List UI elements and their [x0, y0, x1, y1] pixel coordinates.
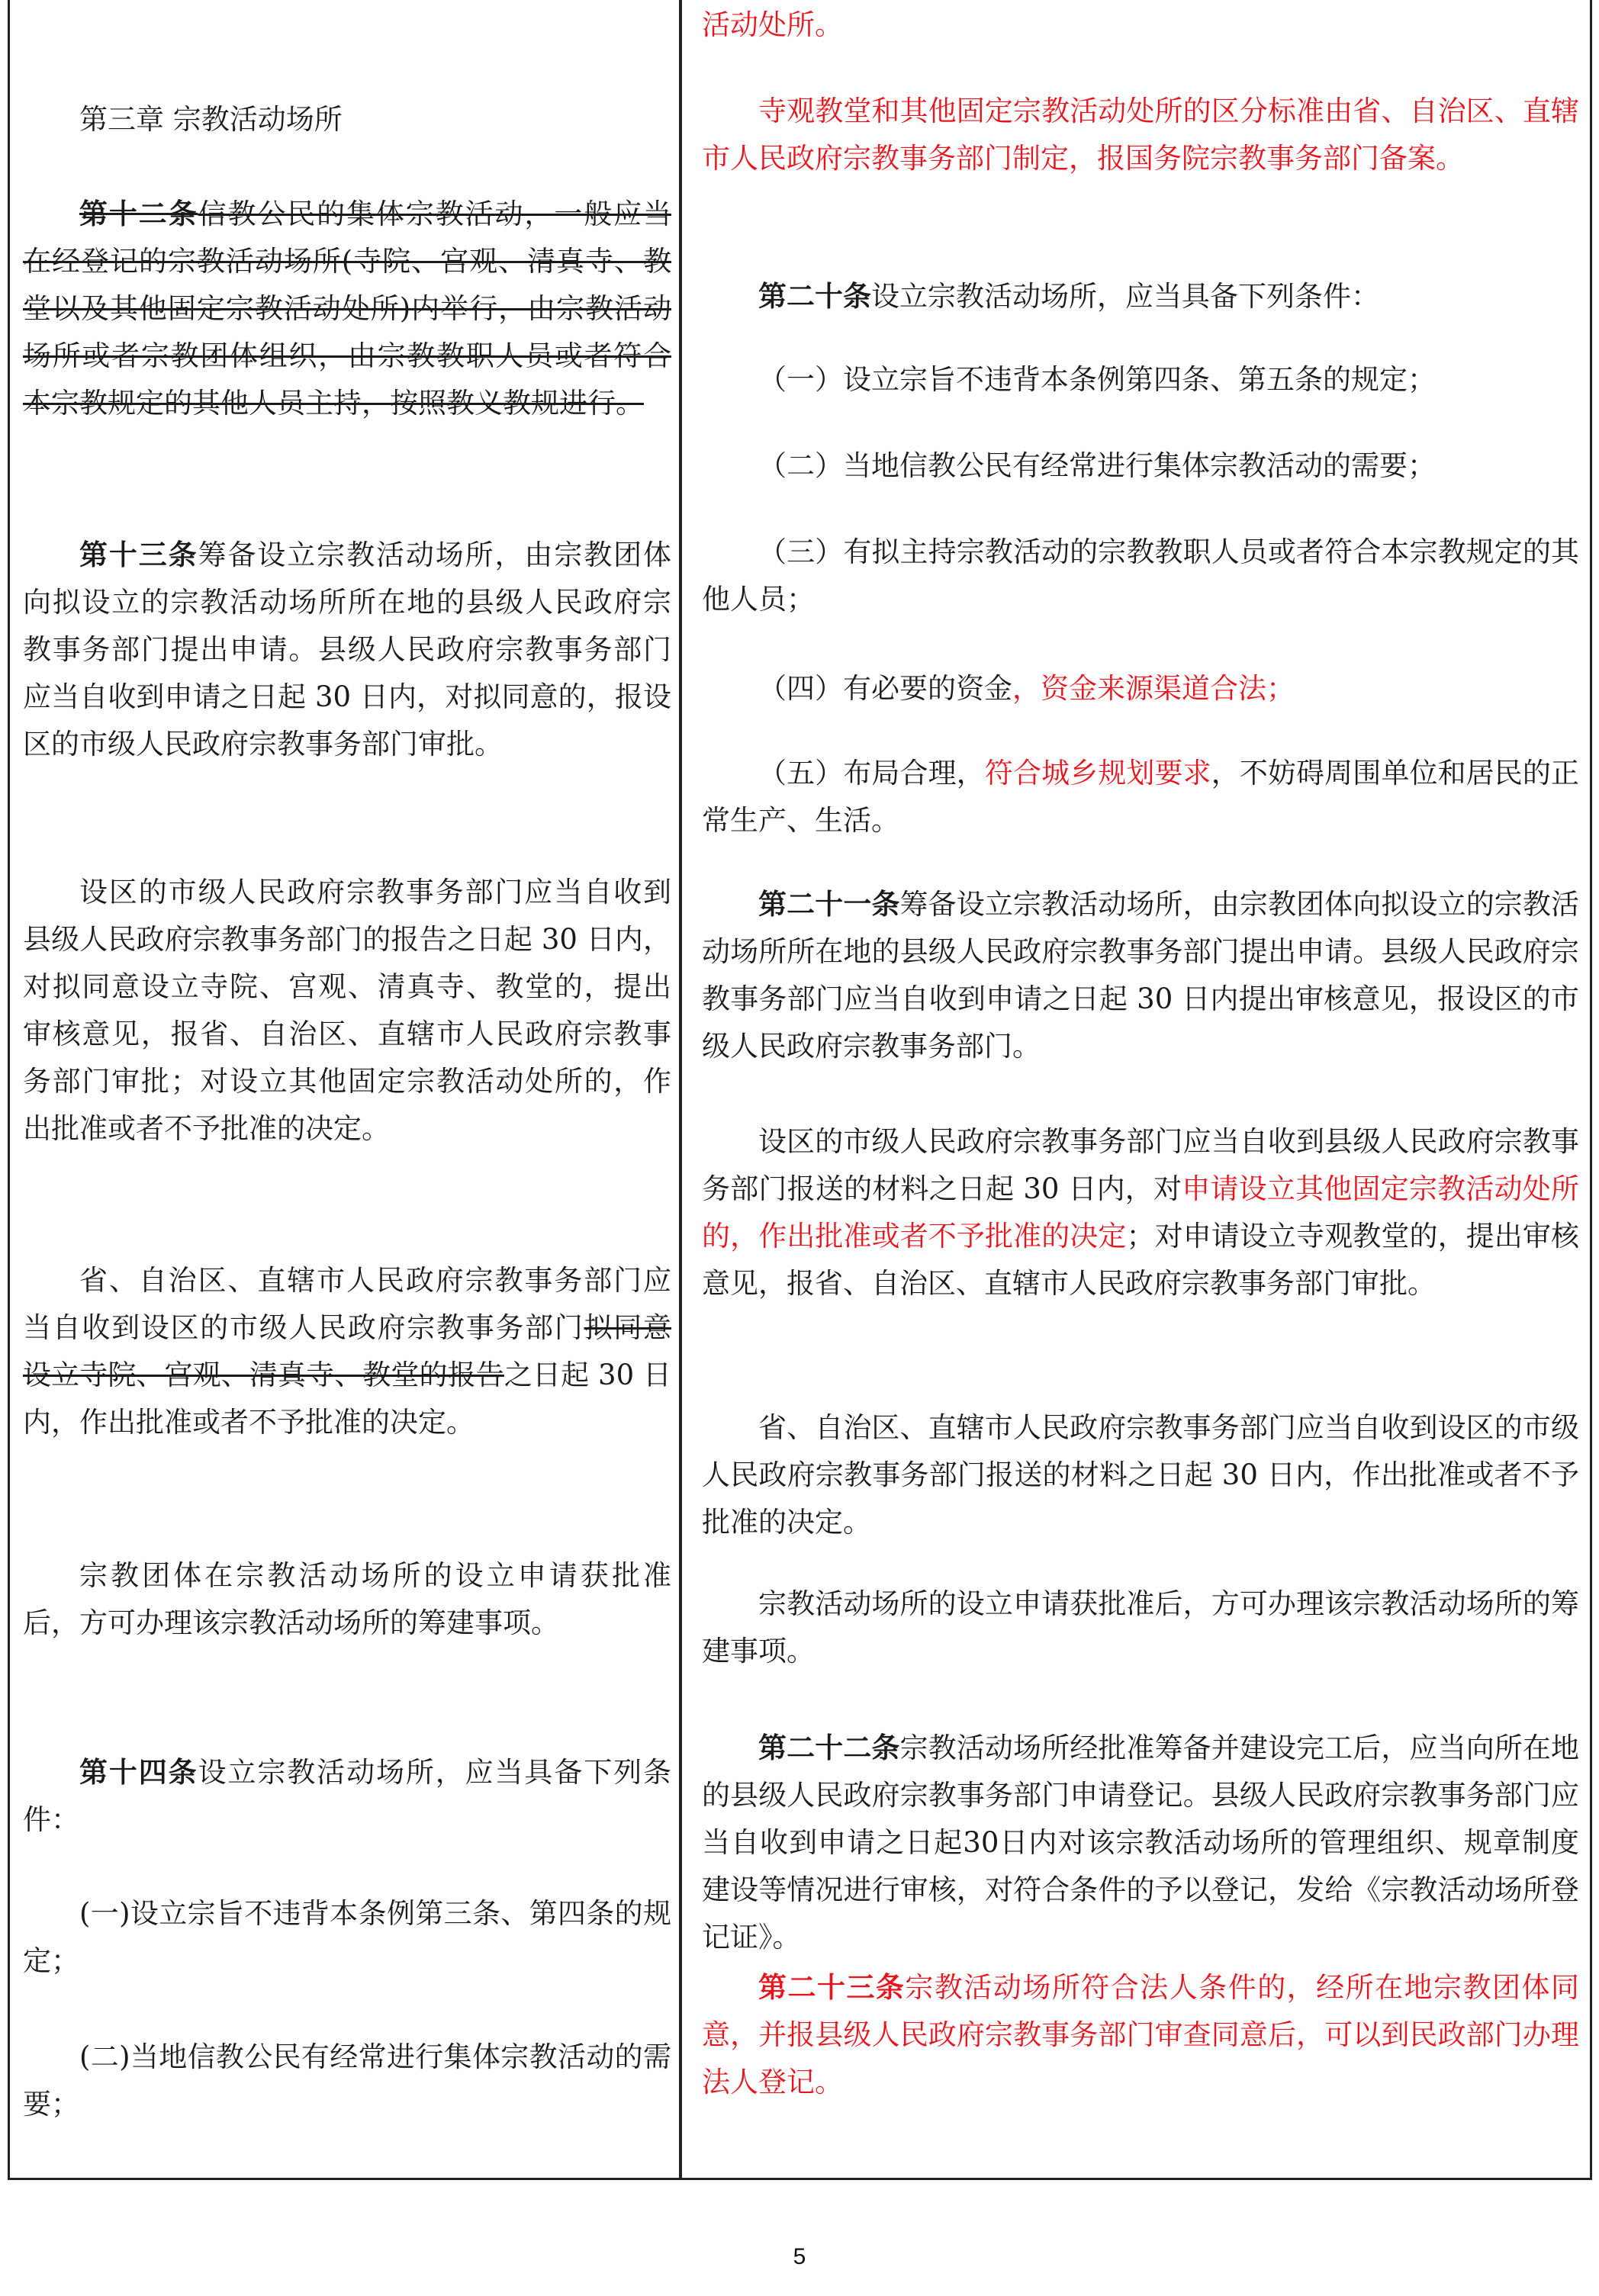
chapter-title: 第三章 宗教活动场所 [79, 103, 343, 136]
article-13-p3-deleted-text: 拟同意设立寺院、宫观、清真寺、教堂的报告 [23, 1311, 672, 1391]
article-21-p2-added: 申请设立其他固定宗教活动处所的，作出批准或者不予批准的决定 [702, 1172, 1580, 1253]
article-20-heading: 第二十条 [758, 279, 871, 313]
article-23 [702, 1963, 1579, 2106]
article-14 [23, 1748, 671, 1844]
article-21-heading: 第二十一条 [758, 887, 900, 921]
article-20-item-2: （二）当地信教公民有经常进行集体宗教活动的需要； [758, 449, 1436, 482]
article-21-paragraph-3: 省、自治区、直辖市人民政府宗教事务部门应当自收到设区的市级人民政府宗教事务部门报送的材料之日起 30 日内，作出批准或者不予批准的决定。 [702, 1411, 1579, 1539]
article-22-heading: 第二十二条 [758, 1731, 900, 1764]
article-21-paragraph-4: 宗教活动场所的设立申请获批准后，方可办理该宗教活动场所的筹建事项。 [702, 1587, 1579, 1667]
article-13-paragraph-2: 设区的市级人民政府宗教事务部门应当自收到县级人民政府宗教事务部门的报告之日起 30 日内，对拟同意设立寺院、宫观、清真寺、教堂的，提出审核意见，报省、自治区、直辖市人民政府宗教事务部门审批；对设立其他固定宗教活动处所的，作出批准或者不予批准的决定。 [23, 876, 671, 1145]
article-14-heading: 第十四条 [79, 1755, 198, 1789]
article-21-paragraph-2 [702, 1118, 1579, 1307]
article-20-item-3: （三）有拟主持宗教活动的宗教教职人员或者符合本宗教规定的其他人员； [702, 535, 1579, 616]
article-20-item-5-added: 符合城乡规划要求 [984, 757, 1211, 789]
article-14-body: 设立宗教活动场所，应当具备下列条件： [23, 1756, 672, 1836]
article-22-body: 宗教活动场所经批准筹备并建设完工后，应当向所在地的县级人民政府宗教事务部门申请登记。县级人民政府宗教事务部门应当自收到申请之日起30日内对该宗教活动场所的管理组织、规章制度建设等情况进行审核，对符合条件的予以登记，发给《宗教活动场所登记证》。 [702, 1732, 1580, 1954]
article-23-heading: 第二十三条 [758, 1970, 906, 2004]
article-13 [23, 531, 671, 768]
article-21 [702, 880, 1579, 1070]
article-12-deleted [23, 190, 671, 427]
article-21-p2-text-b: ；对申请设立寺观教堂的，提出审核意见，报省、自治区、直辖市人民政府宗教事务部门审批。 [702, 1220, 1579, 1300]
article-13-body: 筹备设立宗教活动场所，由宗教团体向拟设立的宗教活动场所所在地的县级人民政府宗教事务部门提出申请。县级人民政府宗教事务部门应当自收到申请之日起 30 日内，对拟同意的，报设区的市级人民政府宗教事务部门审批。 [23, 539, 672, 761]
article-21-body: 筹备设立宗教活动场所，由宗教团体向拟设立的宗教活动场所所在地的县级人民政府宗教事务部门提出申请。县级人民政府宗教事务部门应当自收到申请之日起 30 日内提出审核意见，报设区的市级人民政府宗教事务部门。 [702, 888, 1580, 1063]
article-20-item-4-added: ，资金来源渠道合法； [1012, 672, 1295, 705]
article-20-item-5-text-b: ，不妨碍周围单位和居民的正常生产、生活。 [702, 757, 1580, 837]
article-20-item-4-text: （四）有必要的资金 [758, 672, 1012, 705]
article-22 [702, 1724, 1579, 1961]
article-13-paragraph-3 [23, 1257, 671, 1446]
article-20-body: 设立宗教活动场所，应当具备下列条件： [871, 280, 1379, 313]
article-23-body: 宗教活动场所符合法人条件的，经所在地宗教团体同意，并报县级人民政府宗教事务部门审查同意后，可以到民政部门办理法人登记。 [702, 1971, 1580, 2098]
article-13-p3-text-b: 之日起 30 日内，作出批准或者不予批准的决定。 [23, 1359, 672, 1439]
article-21-p2-text-a: 设区的市级人民政府宗教事务部门应当自收到县级人民政府宗教事务部门报送的材料之日起 30 日内，对 [702, 1125, 1579, 1205]
article-20-item-5-text-a: （五）布局合理， [758, 757, 985, 789]
article-20-item-4 [702, 665, 1579, 712]
article-13-p3-text-a: 省、自治区、直辖市人民政府宗教事务部门应当自收到设区的市级人民政府宗教事务部门 [23, 1264, 671, 1344]
article-12-heading: 第十二条 [79, 197, 198, 230]
column-divider [679, 0, 682, 2180]
top-fragment: 活动处所。 [702, 8, 843, 41]
article-14-item-2: (二)当地信教公民有经常进行集体宗教活动的需要； [23, 2040, 671, 2121]
page-number: 5 [793, 2244, 806, 2269]
article-20-item-1: （一）设立宗旨不违背本条例第四条、第五条的规定； [758, 363, 1436, 396]
article-20-item-5 [702, 750, 1579, 844]
article-14-item-1: (一)设立宗旨不违背本条例第三条、第四条的规定； [23, 1897, 671, 1977]
article-12-body: 信教公民的集体宗教活动，一般应当在经登记的宗教活动场所(寺院、宫观、清真寺、教堂以及其他固定宗教活动处所)内举行，由宗教活动场所或者宗教团体组织，由宗教教职人员或者符合本宗教规定的其他人员主持，按照教义教规进行。 [23, 198, 672, 420]
article-13-paragraph-4: 宗教团体在宗教活动场所的设立申请获批准后，方可办理该宗教活动场所的筹建事项。 [23, 1559, 671, 1639]
standard-paragraph: 寺观教堂和其他固定宗教活动处所的区分标准由省、自治区、直辖市人民政府宗教事务部门制定，报国务院宗教事务部门备案。 [702, 95, 1579, 175]
article-13-heading: 第十三条 [79, 538, 198, 571]
article-20 [702, 272, 1579, 320]
